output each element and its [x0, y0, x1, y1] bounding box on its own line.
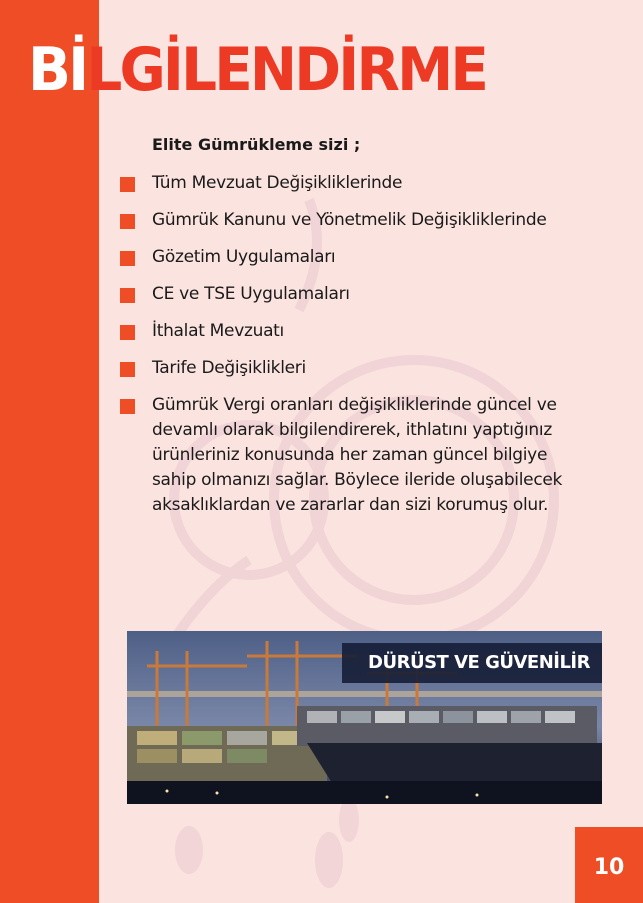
list-item-text: Gümrük Kanunu ve Yönetmelik Değişikliklerinde — [152, 210, 547, 230]
bullet-square-icon — [120, 399, 135, 414]
bullet-square-icon — [120, 362, 135, 377]
bullet-square-icon — [120, 214, 135, 229]
list-item — [116, 393, 596, 518]
bullet-square-icon — [120, 325, 135, 340]
page-title — [28, 32, 486, 108]
bullet-square-icon — [120, 251, 135, 266]
intro-text: Elite Gümrükleme sizi ; — [152, 135, 361, 154]
page-number-box — [575, 827, 643, 903]
list-item — [116, 356, 596, 381]
list-item-text: Gümrük Vergi oranları değişikliklerinde güncel ve devamlı olarak bilgilendirerek, ithlatını yaptığınız ürünleriniz konusunda her zaman güncel bilgiye sahip olmanızı sağlar. Böylece ileride oluşabilecek aksaklıklardan ve zararlar dan sizi korumuş olur. — [152, 395, 563, 515]
list-item — [116, 208, 596, 233]
port-photo — [127, 631, 602, 804]
bullet-square-icon — [120, 177, 135, 192]
list-item-text: Tüm Mevzuat Değişikliklerinde — [152, 173, 403, 193]
list-item-text: Gözetim Uygulamaları — [152, 247, 336, 267]
page-title-highlight: Bİ — [28, 35, 87, 105]
list-item — [116, 319, 596, 344]
list-item-text: Tarife Değişiklikleri — [152, 358, 306, 378]
list-item — [116, 171, 596, 196]
list-item-text: İthalat Mevzuatı — [152, 321, 284, 341]
bullet-square-icon — [120, 288, 135, 303]
list-item — [116, 282, 596, 307]
page-title-rest: LGİLENDİRME — [86, 35, 487, 105]
bullet-list — [116, 171, 596, 518]
list-item — [116, 245, 596, 270]
page-number: 10 — [593, 855, 625, 880]
list-item-text: CE ve TSE Uygulamaları — [152, 284, 350, 304]
left-accent-band — [0, 0, 99, 903]
photo-banner: DÜRÜST VE GÜVENİLİR — [342, 643, 602, 683]
